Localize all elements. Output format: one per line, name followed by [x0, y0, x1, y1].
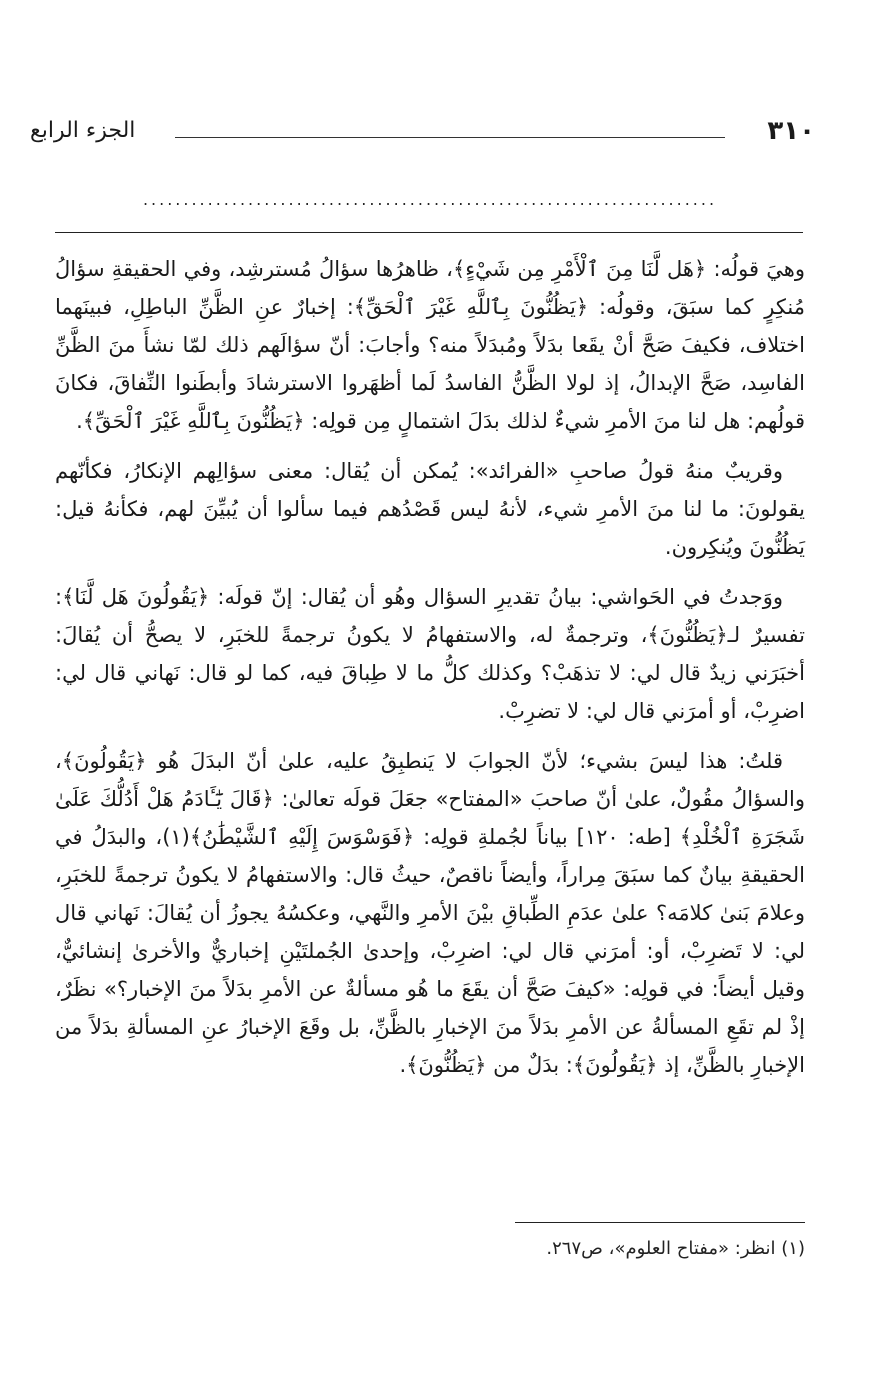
paragraph-4: قلتُ: هذا ليسَ بشيء؛ لأنّ الجوابَ لا يَنطبِقُ عليه، علىٰ أنّ البدَلَ هُو ﴿يَقُولُونَ﴾، والسؤالُ مقُولٌ، علىٰ أنّ صاحبَ «المفتاح» جعَلَ قولَه تعالىٰ: ﴿قَالَ يَٰٓـَٔادَمُ هَلْ أَدُلُّكَ عَلَىٰ شَجَرَةِ ٱلْخُلْدِ﴾ [طه: ١٢٠] بياناً لجُملةِ قولِه: ﴿فَوَسْوَسَ إِلَيْهِ ٱلشَّيْطَٰنُ﴾(١)، والبدَلُ في الحقيقةِ بيانٌ كما سبَقَ مِراراً، وأيضاً ناقصٌ، حيثُ قال: والاستفهامُ لا يكونُ ترجمةً للخبَرِ، وعلامَ بَنىٰ كلامَه؟ علىٰ عدَمِ الطِّباقِ بيْنَ الأمرِ والنَّهي، وعكسُهُ يجوزُ أن يُقالَ: نَهاني قال لي: لا تَضرِبْ، أو: أمرَني قال لي: اضرِبْ، وإحدىٰ الجُملتَيْنِ إخباريٌّ والأخرىٰ إنشائيٌّ، وقيل أيضاً: في قولِه: «كيفَ صَحَّ أن يقَعَ ما هُو مسألةٌ عن الأمرِ بدَلاً منَ الإخبار؟» نظَرٌ، إذْ لم تقَعِ المسألةُ عن الأمرِ بدَلاً منَ الإخبارِ بالظَّنِّ، بل وقَعَ الإخبارُ عنِ المسألةِ بدَلاً من الإخبارِ بالظَّنِّ، إذ ﴿يَقُولُونَ﴾: بدَلٌ من ﴿يَظُنُّونَ﴾.: [55, 749, 806, 1077]
footnote-rule: [515, 1222, 805, 1223]
main-text: [55, 250, 805, 1096]
separator-rule: [55, 232, 803, 233]
page-number: ٣١٠: [767, 116, 815, 146]
dotted-separator: .......................................................................: [142, 190, 718, 209]
paragraph-3: ووَجدتُ في الحَواشي: بيانُ تقديرِ السؤال وهُو أن يُقال: إنّ قولَه: ﴿يَقُولُونَ هَل لَّنَا﴾: تفسيرٌ لـ﴿يَظُنُّونَ﴾، وترجمةٌ له، والاستفهامُ لا يكونُ ترجمةً للخبَرِ، لا يصحُّ أن يُقالَ: أخبَرَني زيدٌ قال لي: لا تذهَبْ؟ وكذلك كلُّ ما لا طِباقَ فيه، كما لو قال: نَهاني قال لي: اضرِبْ، أو أمرَني قال لي: لا تضرِبْ.: [55, 585, 805, 723]
footnote: (١) انظر: «مفتاح العلوم»، ص٢٦٧.: [546, 1238, 805, 1259]
paragraph-2: وقريبٌ منهُ قولُ صاحبِ «الفرائد»: يُمكن أن يُقال: معنى سؤالِهم الإنكارُ، فكأنّهم يقولونَ: ما لنا منَ الأمرِ شيء، لأنهُ ليس قَصْدُهم فيما سألوا أن يُبيِّنَ لهم، فكأنهُ قيل: يَظُنُّونَ ويُنكِرون.: [55, 459, 805, 559]
header-rule: [175, 137, 725, 138]
running-title: الجزء الرابع: [30, 118, 136, 143]
paragraph-1: وهيَ قولُه: ﴿هَل لَّنَا مِنَ ٱلْأَمْرِ مِن شَيْءٍ﴾، ظاهرُها سؤالُ مُسترشِد، وفي الحقيقةِ سؤالُ مُنكِرٍ كما سبَقَ، وقولُه: ﴿يَظُنُّونَ بِٱللَّهِ غَيْرَ ٱلْحَقِّ﴾: إخبارٌ عنِ الظَّنِّ الباطِلِ، فبينَهما اختلاف، فكيفَ صَحَّ أنْ يقَعا بدَلاً ومُبدَلاً منه؟ وأجابَ: أنّ سؤالَهم ذلك لمّا نشأَ منَ الظَّنِّ الفاسِد، صَحَّ الإبدالُ، إذ لولا الظَّنُّ الفاسدُ لَما أظهَروا الاسترشادَ وأبطَنوا النِّفاقَ، فكانَ قولُهم: هل لنا منَ الأمرِ شيءٌ لذلك بدَلَ اشتمالٍ مِن قولِه: ﴿يَظُنُّونَ بِٱللَّهِ غَيْرَ ٱلْحَقِّ﴾.: [55, 257, 805, 433]
page-header: [30, 112, 815, 152]
